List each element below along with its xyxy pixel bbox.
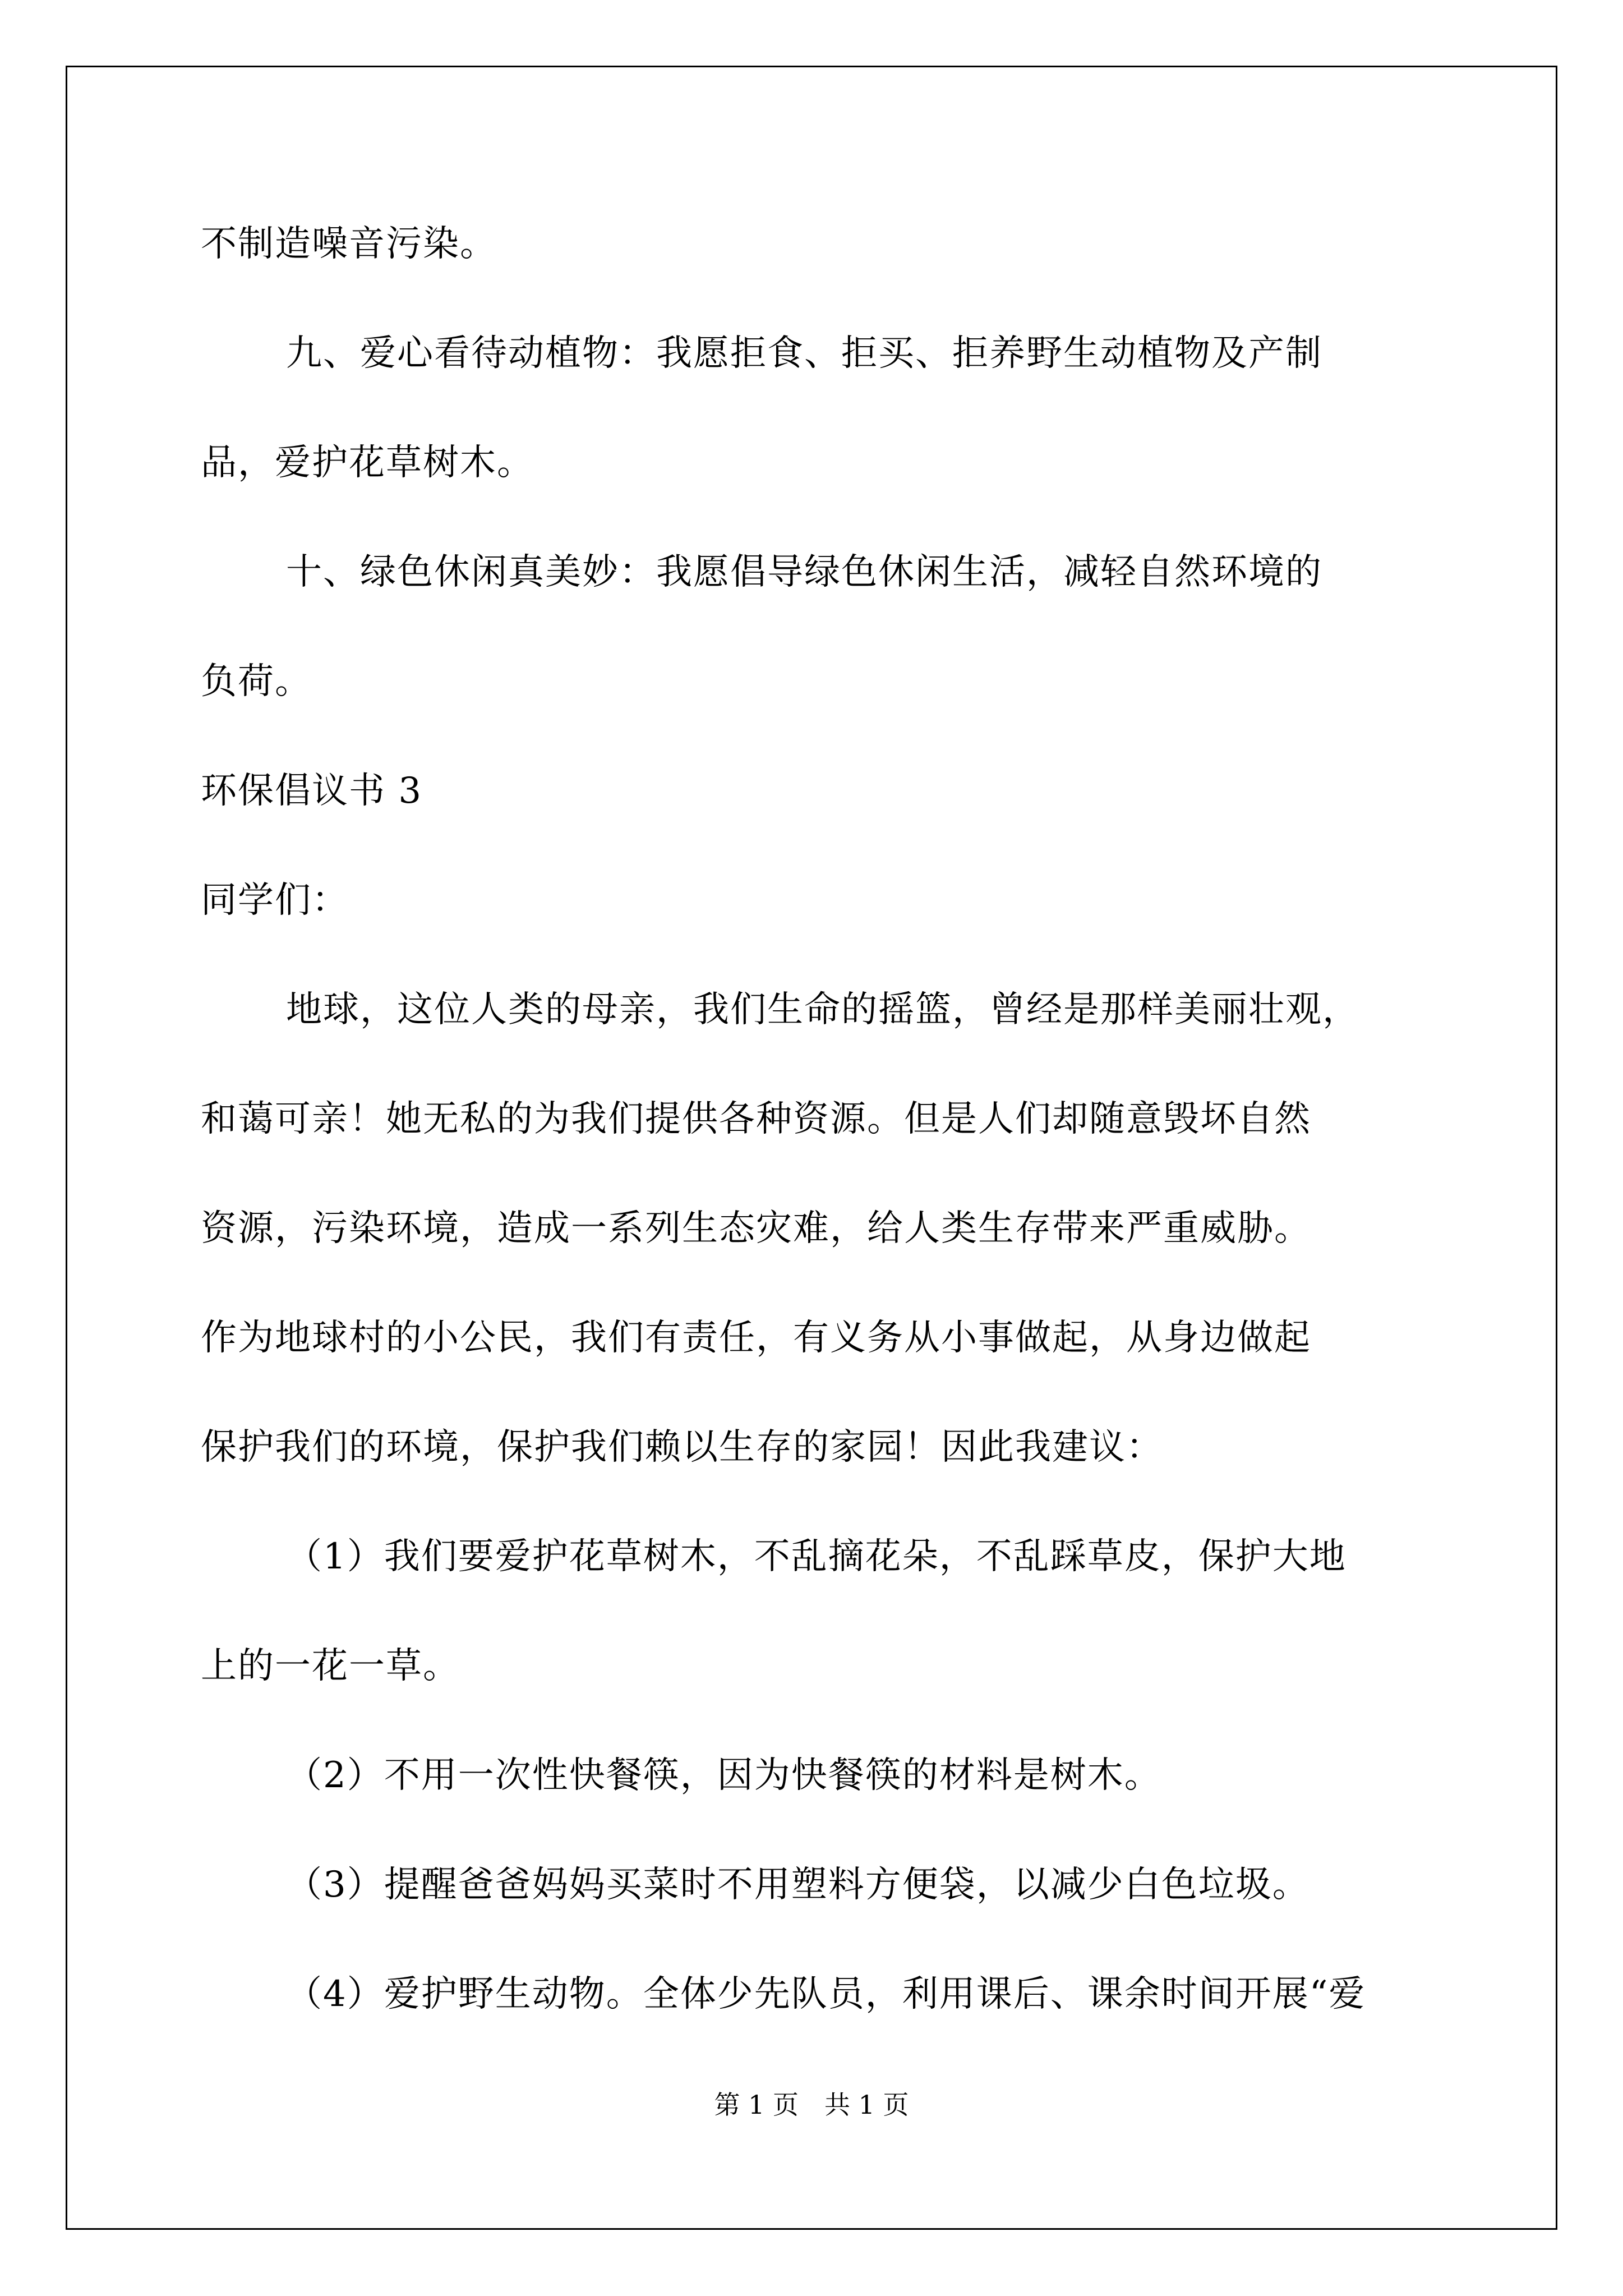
text-line: 保护我们的环境，保护我们赖以生存的家园！因此我建议： [201,1427,1163,1468]
salutation: 同学们： [201,880,349,921]
list-item: （3）提醒爸爸妈妈买菜时不用塑料方便袋，以减少白色垃圾。 [286,1864,1310,1906]
section-heading: 环保倡议书 3 [201,770,423,812]
list-item: （2）不用一次性快餐筷，因为快餐筷的材料是树木。 [286,1755,1161,1796]
text-line: 和蔼可亲！她无私的为我们提供各种资源。但是人们却随意毁坏自然 [201,1098,1311,1140]
text-line: 不制造噪音污染。 [201,223,497,265]
text-line: 品，爱护花草树木。 [201,442,534,484]
page-footer: 第 1 页 共 1 页 [714,2090,909,2120]
text-line: 上的一花一草。 [201,1645,460,1687]
text-line: 九、爱心看待动植物：我愿拒食、拒买、拒养野生动植物及产制 [286,333,1322,374]
list-item: （4）爱护野生动物。全体少先队员，利用课后、课余时间开展“爱 [286,1973,1366,2015]
text-line: 负荷。 [201,661,312,702]
text-line: 资源，污染环境，造成一系列生态灾难，给人类生存带来严重威胁。 [201,1208,1311,1249]
text-line: 十、绿色休闲真美妙：我愿倡导绿色休闲生活，减轻自然环境的 [286,551,1322,593]
text-line: 作为地球村的小公民，我们有责任，有义务从小事做起，从身边做起 [201,1317,1311,1359]
list-item: （1）我们要爱护花草树木，不乱摘花朵，不乱踩草皮，保护大地 [286,1536,1347,1577]
text-line: 地球，这位人类的母亲，我们生命的摇篮，曾经是那样美丽壮观， [286,989,1359,1030]
